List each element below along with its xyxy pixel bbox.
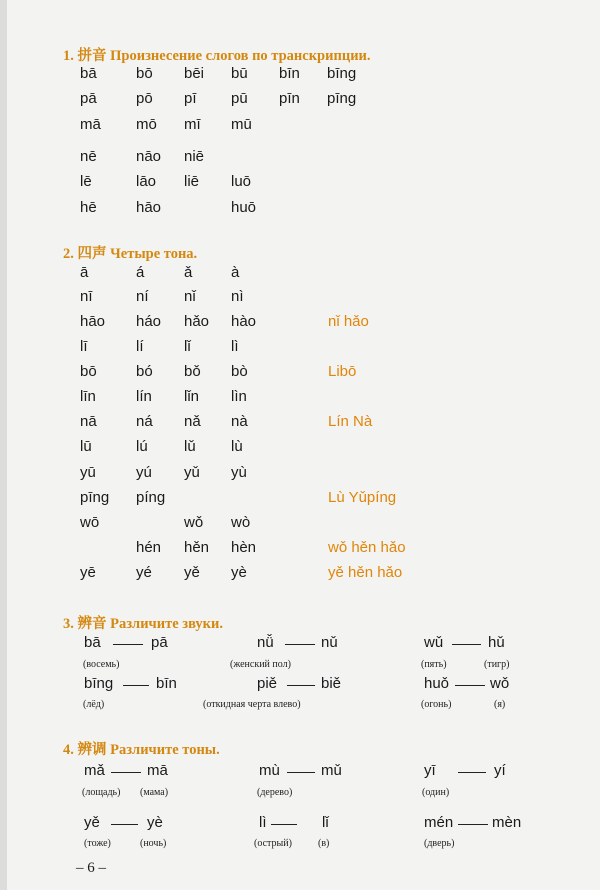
- syllable: lāo: [136, 173, 157, 190]
- pair-second: wǒ: [490, 675, 510, 692]
- gloss: (лёд): [83, 699, 105, 710]
- syllable: nāo: [136, 148, 162, 165]
- pair-dash: [455, 685, 485, 686]
- section-title: Четыре тона.: [110, 246, 198, 262]
- syllable: nī: [80, 288, 93, 305]
- syllable: lǐ: [184, 338, 191, 355]
- pair-first: mén: [424, 814, 454, 831]
- syllable: lù: [231, 438, 243, 455]
- pair-dash: [452, 644, 481, 645]
- syllable: mā: [80, 116, 101, 133]
- gloss: (дерево): [257, 787, 293, 798]
- syllable: luō: [231, 173, 252, 190]
- section-title: Различите тоны.: [110, 742, 220, 758]
- syllable: yú: [136, 464, 152, 481]
- syllable: pīng: [80, 489, 110, 506]
- pair-dash: [113, 644, 143, 645]
- syllable: hèn: [231, 539, 257, 556]
- syllable: wō: [80, 514, 100, 531]
- section-3-heading: [63, 612, 223, 633]
- syllable: līn: [80, 388, 96, 405]
- syllable: píng: [136, 489, 166, 506]
- section-number: 3.: [63, 616, 74, 632]
- section-1-heading: [63, 44, 371, 65]
- syllable: hěn: [184, 539, 210, 556]
- syllable: hén: [136, 539, 162, 556]
- gloss: (лощадь): [82, 787, 121, 798]
- syllable: pīn: [279, 90, 300, 107]
- section-2-heading: [63, 242, 197, 263]
- syllable: huō: [231, 199, 257, 216]
- example-phrase: wǒ hěn hǎo: [328, 539, 406, 556]
- page-number: – 6 –: [76, 860, 106, 876]
- syllable: niē: [184, 148, 205, 165]
- section-title: Произнесение слогов по транскрипции.: [110, 48, 371, 64]
- pair-first: huǒ: [424, 675, 450, 692]
- pair-first: yī: [424, 762, 436, 779]
- gloss: (пять): [421, 659, 447, 670]
- syllable: pā: [80, 90, 97, 107]
- syllable: yé: [136, 564, 152, 581]
- syllable: lǐn: [184, 388, 200, 405]
- syllable: lū: [80, 438, 92, 455]
- syllable: yù: [231, 464, 247, 481]
- syllable: hāo: [80, 313, 106, 330]
- section-title: Различите звуки.: [110, 616, 224, 632]
- pair-first: yě: [84, 814, 100, 831]
- syllable: bō: [136, 65, 153, 82]
- example-phrase: nǐ hǎo: [328, 313, 369, 330]
- section-number: 2.: [63, 246, 74, 262]
- syllable: ní: [136, 288, 149, 305]
- syllable: lín: [136, 388, 152, 405]
- pair-second: nǔ: [321, 634, 338, 651]
- syllable: bū: [231, 65, 248, 82]
- example-phrase: Lù Yǔpíng: [328, 489, 397, 506]
- syllable: mū: [231, 116, 252, 133]
- example-phrase: yě hěn hǎo: [328, 564, 403, 581]
- gloss: (мама): [140, 787, 169, 798]
- syllable: yǔ: [184, 464, 200, 481]
- pair-dash: [285, 644, 315, 645]
- gloss: (в): [318, 838, 330, 849]
- pair-second: lǐ: [322, 814, 329, 831]
- pair-second: mǔ: [321, 762, 342, 779]
- section-4-heading: [63, 738, 220, 759]
- syllable: nà: [231, 413, 248, 430]
- pair-second: mā: [147, 762, 168, 779]
- pair-dash: [111, 772, 141, 773]
- syllable: hǎo: [184, 313, 210, 330]
- syllable: à: [231, 264, 240, 281]
- pair-dash: [123, 685, 149, 686]
- syllable: yē: [80, 564, 96, 581]
- syllable: wǒ: [184, 514, 204, 531]
- pair-first: lì: [259, 814, 267, 831]
- syllable: yū: [80, 464, 96, 481]
- pair-first: nǚ: [257, 634, 274, 651]
- syllable: lì: [231, 338, 239, 355]
- pair-dash: [287, 772, 315, 773]
- syllable: wò: [231, 514, 251, 531]
- example-phrase: Lín Nà: [328, 413, 373, 430]
- gloss: (острый): [254, 838, 292, 849]
- syllable: bīng: [327, 65, 357, 82]
- section-number: 4.: [63, 742, 74, 758]
- syllable: yè: [231, 564, 247, 581]
- pair-second: yí: [494, 762, 506, 779]
- syllable: pīng: [327, 90, 357, 107]
- syllable: bēi: [184, 65, 205, 82]
- syllable: nì: [231, 288, 244, 305]
- pair-second: bīn: [156, 675, 177, 692]
- syllable: lí: [136, 338, 144, 355]
- pair-first: mǎ: [84, 762, 105, 779]
- syllable: lē: [80, 173, 92, 190]
- syllable: lī: [80, 338, 88, 355]
- section-chinese-title: 拼音: [77, 48, 107, 64]
- gloss: (я): [494, 699, 506, 710]
- section-chinese-title: 辨音: [77, 616, 107, 632]
- syllable: bīn: [279, 65, 300, 82]
- pair-second: hǔ: [488, 634, 505, 651]
- pair-first: bā: [84, 634, 101, 651]
- syllable: lǔ: [184, 438, 196, 455]
- syllable: pū: [231, 90, 248, 107]
- syllable: yě: [184, 564, 200, 581]
- gloss: (женский пол): [230, 659, 291, 670]
- syllable: lìn: [231, 388, 247, 405]
- section-chinese-title: 辨调: [77, 742, 107, 758]
- pair-first: piě: [257, 675, 278, 692]
- pair-second: pā: [151, 634, 168, 651]
- syllable: bō: [80, 363, 97, 380]
- syllable: pō: [136, 90, 153, 107]
- pair-first: mù: [259, 762, 280, 779]
- pair-dash: [458, 772, 486, 773]
- gloss: (один): [422, 787, 450, 798]
- syllable: á: [136, 264, 145, 281]
- syllable: nā: [80, 413, 97, 430]
- syllable: ǎ: [184, 264, 193, 281]
- syllable: liē: [184, 173, 200, 190]
- section-chinese-title: 四声: [77, 246, 107, 262]
- syllable: mō: [136, 116, 157, 133]
- example-phrase: Libō: [328, 363, 357, 380]
- pair-dash: [111, 824, 138, 825]
- syllable: bó: [136, 363, 153, 380]
- syllable: mī: [184, 116, 201, 133]
- syllable: ná: [136, 413, 153, 430]
- syllable: bā: [80, 65, 97, 82]
- pair-first: bīng: [84, 675, 114, 692]
- page-binding-edge: [0, 0, 7, 890]
- gloss: (дверь): [424, 838, 455, 849]
- pair-second: mèn: [492, 814, 522, 831]
- syllable: nǐ: [184, 288, 196, 305]
- syllable: nǎ: [184, 413, 201, 430]
- section-number: 1.: [63, 48, 74, 64]
- syllable: lú: [136, 438, 148, 455]
- syllable: nē: [80, 148, 97, 165]
- syllable: hāo: [136, 199, 162, 216]
- syllable: háo: [136, 313, 162, 330]
- gloss: (тоже): [84, 838, 111, 849]
- gloss: (тигр): [484, 659, 510, 670]
- gloss: (огонь): [421, 699, 452, 710]
- gloss: (ночь): [140, 838, 167, 849]
- pair-dash: [271, 824, 297, 825]
- syllable: pī: [184, 90, 197, 107]
- syllable: ā: [80, 264, 89, 281]
- pair-second: biě: [321, 675, 342, 692]
- syllable: bǒ: [184, 363, 201, 380]
- syllable: bò: [231, 363, 248, 380]
- syllable: hē: [80, 199, 97, 216]
- pair-first: wǔ: [424, 634, 444, 651]
- gloss: (восемь): [83, 659, 120, 670]
- syllable: hào: [231, 313, 257, 330]
- pair-dash: [458, 824, 488, 825]
- pair-dash: [287, 685, 315, 686]
- pair-second: yè: [147, 814, 163, 831]
- gloss: (откидная черта влево): [203, 699, 301, 710]
